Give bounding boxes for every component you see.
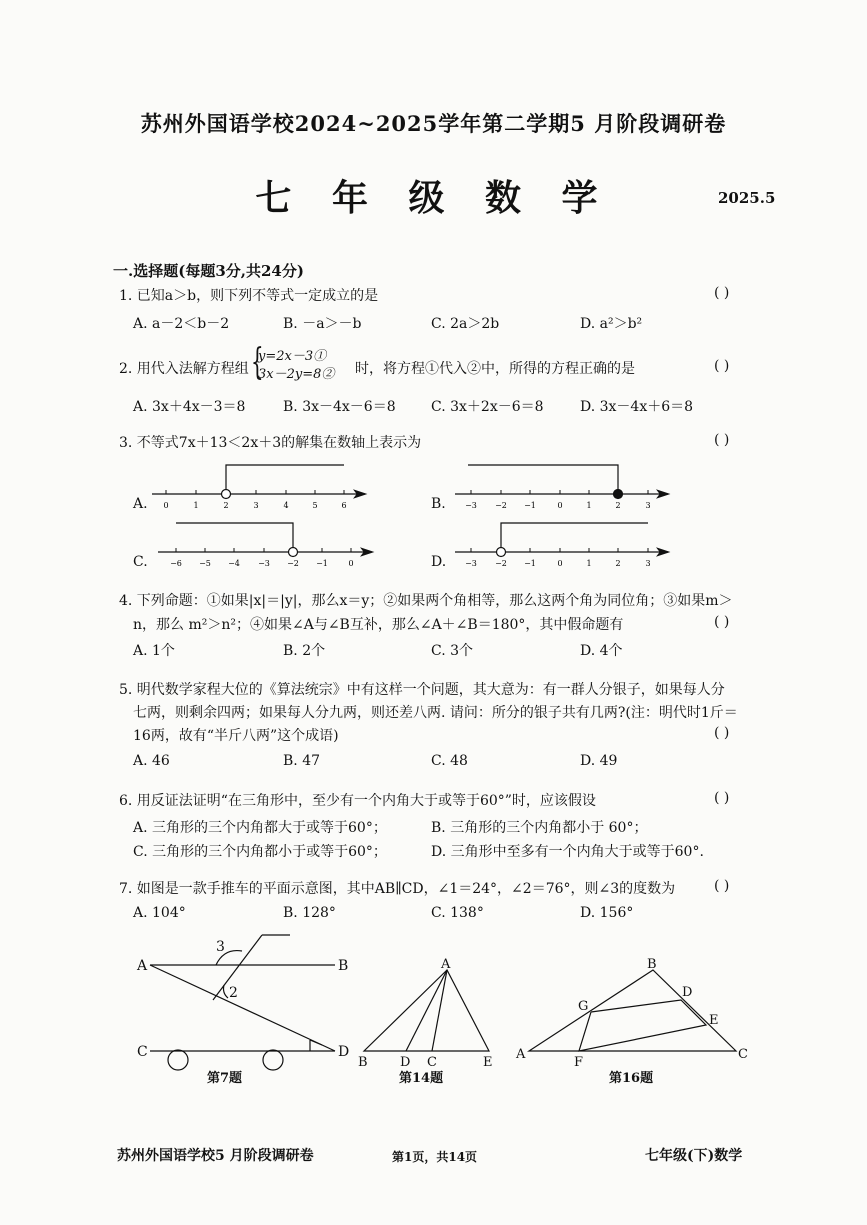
q7-option-d: D. 156° [580,905,634,921]
q1-option-d: D. a²＞b² [580,316,643,332]
q6-stem: 6. 用反证法证明“在三角形中，至少有一个内角大于或等于60°”时，应该假设 [119,793,596,809]
q1-stem: 1. 已知a＞b，则下列不等式一定成立的是 [119,288,379,304]
q3-option-a-letter: A. [133,496,148,512]
fig14-label-d: D [400,1055,411,1070]
tick-label: −3 [258,559,270,568]
tick-label: −6 [170,559,182,568]
q6-option-b: B. 三角形的三个内角都小于 60°； [431,820,648,836]
section-title: 一.选择题(每题3分,共24分) [113,262,304,280]
q5-option-c: C. 48 [431,753,468,769]
q4-option-d: D. 4个 [580,643,623,659]
tick-label: 6 [341,501,347,510]
fig16-label-e: E [709,1013,719,1028]
tick-label: 5 [312,501,318,510]
q6-option-d: D. 三角形中至多有一个内角大于或等于60°. [431,844,704,860]
tick-label: 3 [253,501,259,510]
q6-option-a: A. 三角形的三个内角都大于或等于60°； [133,820,387,836]
number-line-d [455,523,668,568]
q5-line3: 16两，故有“半斤八两”这个成语) [133,728,339,744]
q2-brace: { [251,342,264,383]
fig14-label-b: B [358,1055,368,1070]
q5-option-d: D. 49 [580,753,618,769]
q5-line2: 七两，则剩余四两；如果每人分九两，则还差八两. 请问：所分的银子共有几两?(注：明代时1斤＝ [133,705,738,721]
footer-page-number: 第1页，共14页 [392,1150,478,1164]
subject-title: 七 年 级 数 学 [255,177,612,219]
q1-option-c: C. 2a＞2b [431,316,500,332]
q3-answer-paren: ( ) [714,432,730,448]
q2-option-d: D. 3x－4x＋6＝8 [580,399,694,415]
fig7-label-c: C [137,1044,148,1060]
q3-option-d-letter: D. [431,554,447,570]
quadrilateral-gdef [579,1000,706,1051]
q7-stem: 7. 如图是一款手推车的平面示意图，其中AB∥CD，∠1＝24°，∠2＝76°，则∠3的度数为 [119,881,676,897]
tick-label: 0 [557,501,563,510]
tick-label: −1 [524,559,536,568]
segment-ad [406,970,447,1051]
q2-option-a: A. 3x＋4x－3＝8 [133,399,246,415]
q2-stem-after: 时，将方程①代入②中，所得的方程正确的是 [355,361,635,377]
tick-label: −1 [316,559,328,568]
figure-7-cart [150,935,335,1070]
q5-option-b: B. 47 [283,753,321,769]
fig16-caption: 第16题 [609,1071,654,1086]
tick-label: −4 [228,559,240,568]
number-line-a [152,465,365,510]
q7-option-a: A. 104° [133,905,186,921]
q2-eq1: y=2x－3① [258,349,327,364]
footer-left: 苏州外国语学校5 月阶段调研卷 [117,1148,314,1164]
tick-label: 2 [223,501,229,510]
figure-14-triangle [364,970,489,1051]
q2-option-b: B. 3x－4x－6＝8 [283,399,396,415]
q2-option-c: C. 3x＋2x－6＝8 [431,399,544,415]
fig14-caption: 第14题 [399,1071,444,1086]
tick-label: −1 [524,501,536,510]
figure-16-triangle [529,970,736,1051]
q2-eq2: 3x－2y=8② [258,367,335,382]
q4-option-a: A. 1个 [133,643,175,659]
q3-option-c-letter: C. [133,554,148,570]
tick-label: −3 [465,559,477,568]
q4-option-b: B. 2个 [283,643,326,659]
open-point-a [222,490,231,499]
tick-label: 0 [348,559,354,568]
fig14-label-e: E [483,1055,493,1070]
open-point-c [289,548,298,557]
fig16-label-c: C [738,1047,748,1062]
triangle-abc [529,970,736,1051]
number-line-c [158,523,372,568]
footer-right: 七年级(下)数学 [645,1148,743,1164]
fig16-label-d: D [682,985,693,1000]
q1-option-b: B. －a＞－b [283,316,362,332]
q1-option-a: A. a－2＜b－2 [133,316,230,332]
q3-option-b-letter: B. [431,496,446,512]
q5-option-a: A. 46 [133,753,170,769]
fig16-label-f: F [574,1055,584,1070]
tick-label: −2 [495,501,507,510]
fig14-label-c: C [427,1055,437,1070]
fig7-caption: 第7题 [207,1071,243,1086]
exam-title: 苏州外国语学校2024~2025学年第二学期5 月阶段调研卷 [140,111,727,136]
tick-label: 1 [193,501,199,510]
q7-answer-paren: ( ) [714,878,730,894]
wheel-left [168,1050,188,1070]
tick-label: −3 [465,501,477,510]
fig16-label-a: A [516,1047,526,1062]
fig16-label-b: B [647,957,657,972]
fig7-label-a: A [137,958,148,974]
tick-label: −2 [287,559,299,568]
number-line-b [455,465,668,510]
q1-answer-paren: ( ) [714,285,730,301]
q6-answer-paren: ( ) [714,790,730,806]
handle-line [150,965,335,1051]
tick-label: 3 [645,559,651,568]
fig14-label-a: A [441,957,451,972]
fig7-label-2: 2 [229,985,238,1001]
tick-label: 0 [163,501,169,510]
q5-answer-paren: ( ) [714,725,730,741]
fig7-label-b: B [338,958,349,974]
fig7-label-3: 3 [216,939,225,955]
q5-line1: 5. 明代数学家程大位的《算法统宗》中有这样一个问题，其大意为：有一群人分银子，如果每人分 [119,682,725,698]
tick-label: 1 [586,501,592,510]
fig7-label-d: D [338,1044,350,1060]
tick-label: −5 [199,559,211,568]
tick-label: 4 [283,501,289,510]
q4-option-c: C. 3个 [431,643,474,659]
q7-option-c: C. 138° [431,905,484,921]
q4-answer-paren: ( ) [714,614,730,630]
exam-date: 2025.5 [718,189,776,207]
tick-label: −2 [495,559,507,568]
q3-stem: 3. 不等式7x＋13＜2x＋3的解集在数轴上表示为 [119,435,422,451]
tick-label: 3 [645,501,651,510]
tick-label: 2 [615,559,621,568]
tick-label: 0 [557,559,563,568]
wheel-right [263,1050,283,1070]
open-point-d [497,548,506,557]
fig16-label-g: G [578,999,589,1014]
angle-2-arc [224,985,229,998]
q2-stem-before: 2. 用代入法解方程组 [119,361,249,377]
tick-label: 1 [586,559,592,568]
q4-line2: n，那么 m²＞n²；④如果∠A与∠B互补，那么∠A＋∠B＝180°，其中假命题有 [133,617,624,633]
q6-option-c: C. 三角形的三个内角都小于或等于60°； [133,844,387,860]
q2-answer-paren: ( ) [714,358,730,374]
q7-option-b: B. 128° [283,905,336,921]
closed-point-b [614,490,623,499]
tick-label: 2 [615,501,621,510]
q4-line1: 4. 下列命题：①如果|x|＝|y|，那么x＝y；②如果两个角相等，那么这两个角为同位角；③如果m＞ [119,593,733,609]
